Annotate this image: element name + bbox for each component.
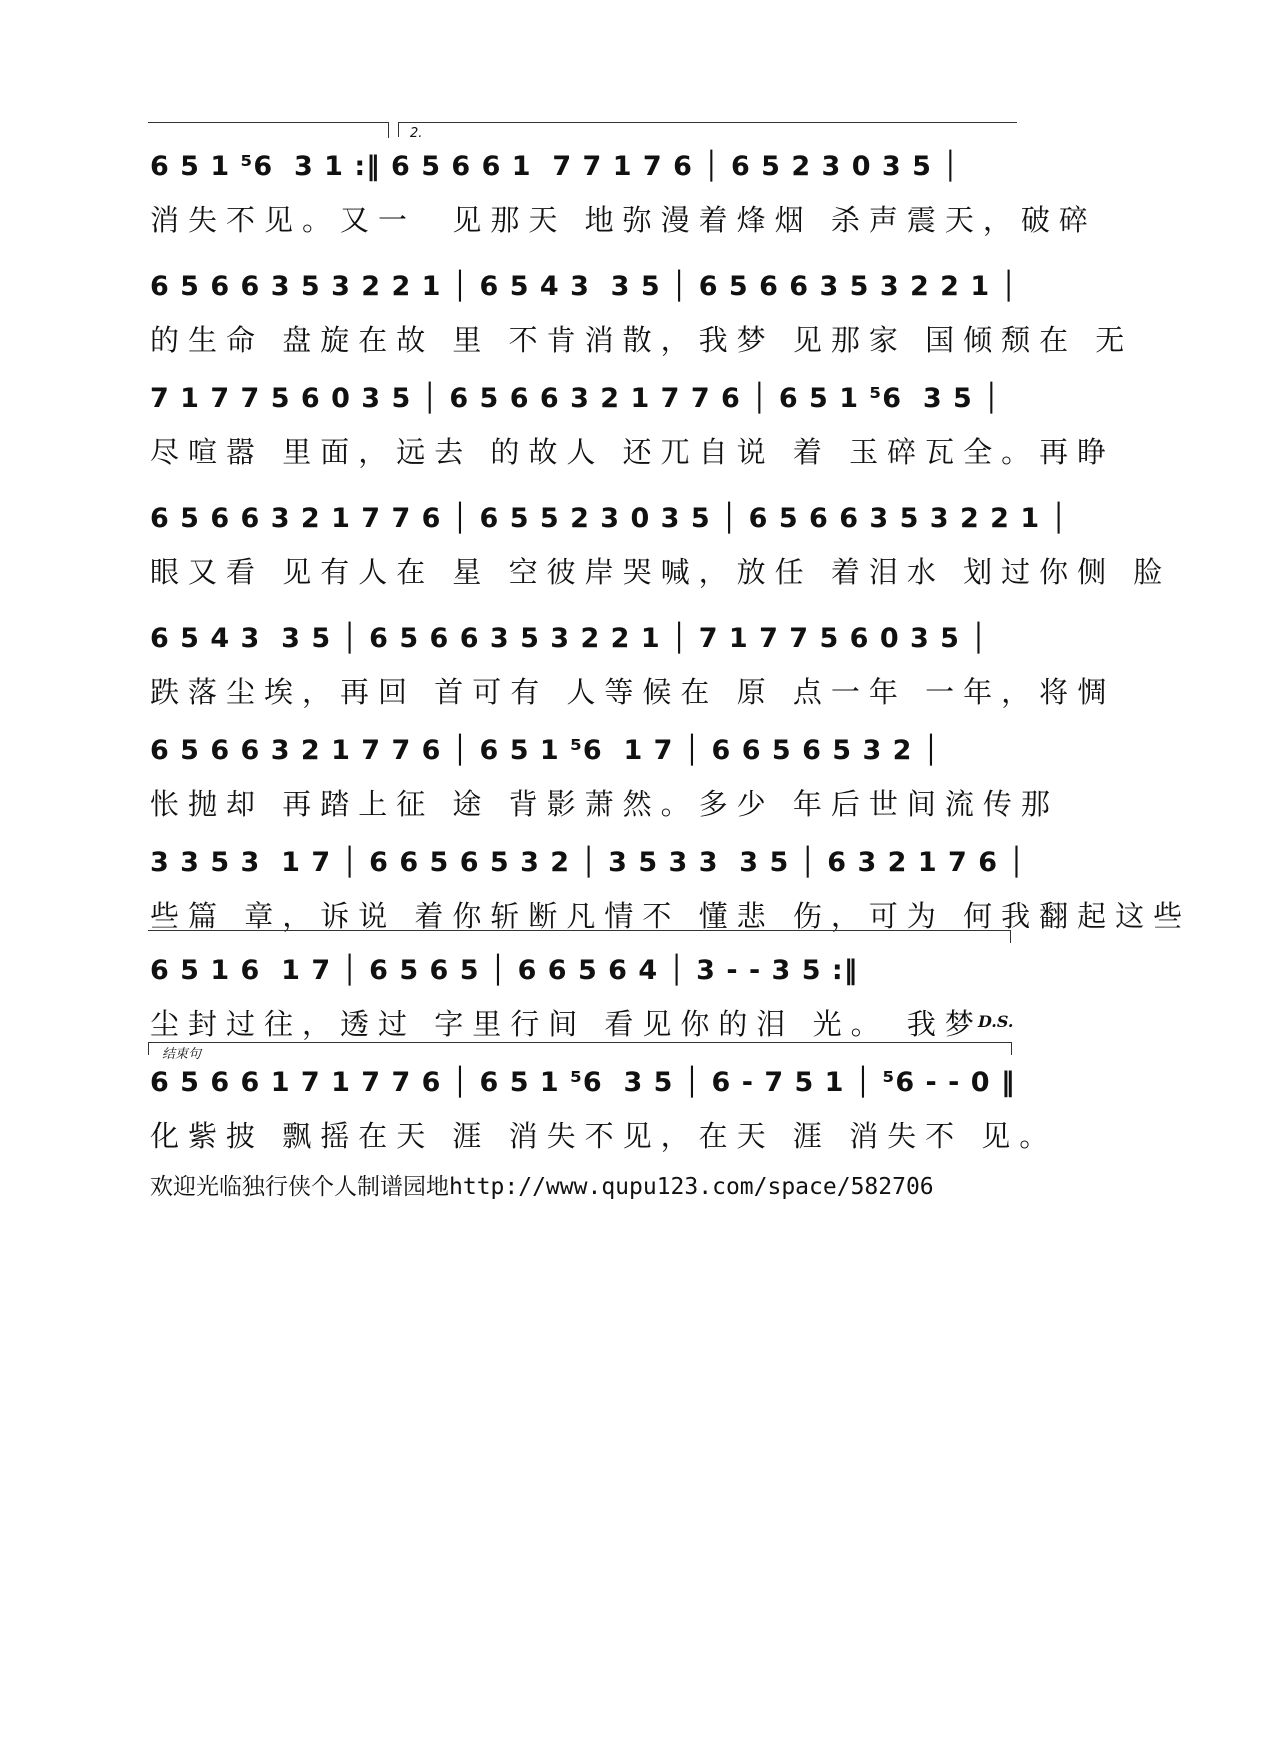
volta-label: 2. <box>410 126 423 141</box>
lyrics-line: 化紫披 飘摇在天 涯 消失不见，在天 涯 消失不 见。 <box>150 1119 1058 1153</box>
lyrics-line: 跌落尘埃，再回 首可有 人等候在 原 点一年 一年，将惆 <box>150 675 1116 709</box>
notation-line: 6 5 4 3 3 5 │ 6 5 6 6 3 5 3 2 2 1 │ 7 1 7 7 5 6 0 3 5 │ <box>150 623 988 654</box>
lyrics-line: 眼又看 见有人在 星 空彼岸哭喊，放任 着泪水 划过你侧 脸 <box>150 555 1172 589</box>
notation-line: 6 5 1 ⁵6 3 1 :‖ 6 5 6 6 1 7 7 1 7 6 │ 6 5 2 3 0 3 5 │ <box>150 151 960 182</box>
notation-line: 6 5 6 6 3 5 3 2 2 1 │ 6 5 4 3 3 5 │ 6 5 6 6 3 5 3 2 2 1 │ <box>150 271 1018 302</box>
notation-line: 6 5 1 6 1 7 │ 6 5 6 5 │ 6 6 5 6 4 │ 3 - - 3 5 :‖ <box>150 955 859 986</box>
notation-line: 6 5 6 6 3 2 1 7 7 6 │ 6 5 5 2 3 0 3 5 │ 6 5 6 6 3 5 3 2 2 1 │ <box>150 503 1068 534</box>
lyrics-line: 尽喧嚣 里面，远去 的故人 还兀自说 着 玉碎瓦全。再睁 <box>150 435 1116 469</box>
coda-bracket <box>148 1042 1012 1055</box>
notation-line: 6 5 6 6 1 7 1 7 7 6 │ 6 5 1 ⁵6 3 5 │ 6 - 7 5 1 │ ⁵6 - - 0 ‖ <box>150 1067 1016 1098</box>
notation-line: 6 5 6 6 3 2 1 7 7 6 │ 6 5 1 ⁵6 1 7 │ 6 6 5 6 5 3 2 │ <box>150 735 941 766</box>
volta-bracket <box>398 122 1017 137</box>
notation-line: 3 3 5 3 1 7 │ 6 6 5 6 5 3 2 │ 3 5 3 3 3 5 │ 6 3 2 1 7 6 │ <box>150 847 1026 878</box>
lyrics-line: 怅抛却 再踏上征 途 背影萧然。多少 年后世间流传那 <box>150 787 1059 821</box>
footer-credit: 欢迎光临独行侠个人制谱园地http://www.qupu123.com/space/582706 <box>150 1174 934 1200</box>
section-bracket <box>148 930 1011 943</box>
lyrics-line: 消失不见。又一 见那天 地弥漫着烽烟 杀声震天，破碎 <box>150 203 1097 237</box>
lyrics-line: 的生命 盘旋在故 里 不肯消散，我梦 见那家 国倾颓在 无 <box>150 323 1134 357</box>
lyrics-line: 尘封过往，透过 字里行间 看见你的泪 光。 我梦 <box>150 1007 983 1041</box>
top-rule <box>148 122 388 123</box>
ds-mark: D.S. <box>978 1012 1014 1031</box>
volta-repeat-bar <box>388 122 389 138</box>
lyrics-line: 些篇 章，诉说 着你斩断凡情不 懂悲 伤，可为 何我翻起这些 <box>150 899 1192 933</box>
coda-label: 结束句 <box>162 1047 202 1062</box>
notation-line: 7 1 7 7 5 6 0 3 5 │ 6 5 6 6 3 2 1 7 7 6 │ 6 5 1 ⁵6 3 5 │ <box>150 383 1001 414</box>
